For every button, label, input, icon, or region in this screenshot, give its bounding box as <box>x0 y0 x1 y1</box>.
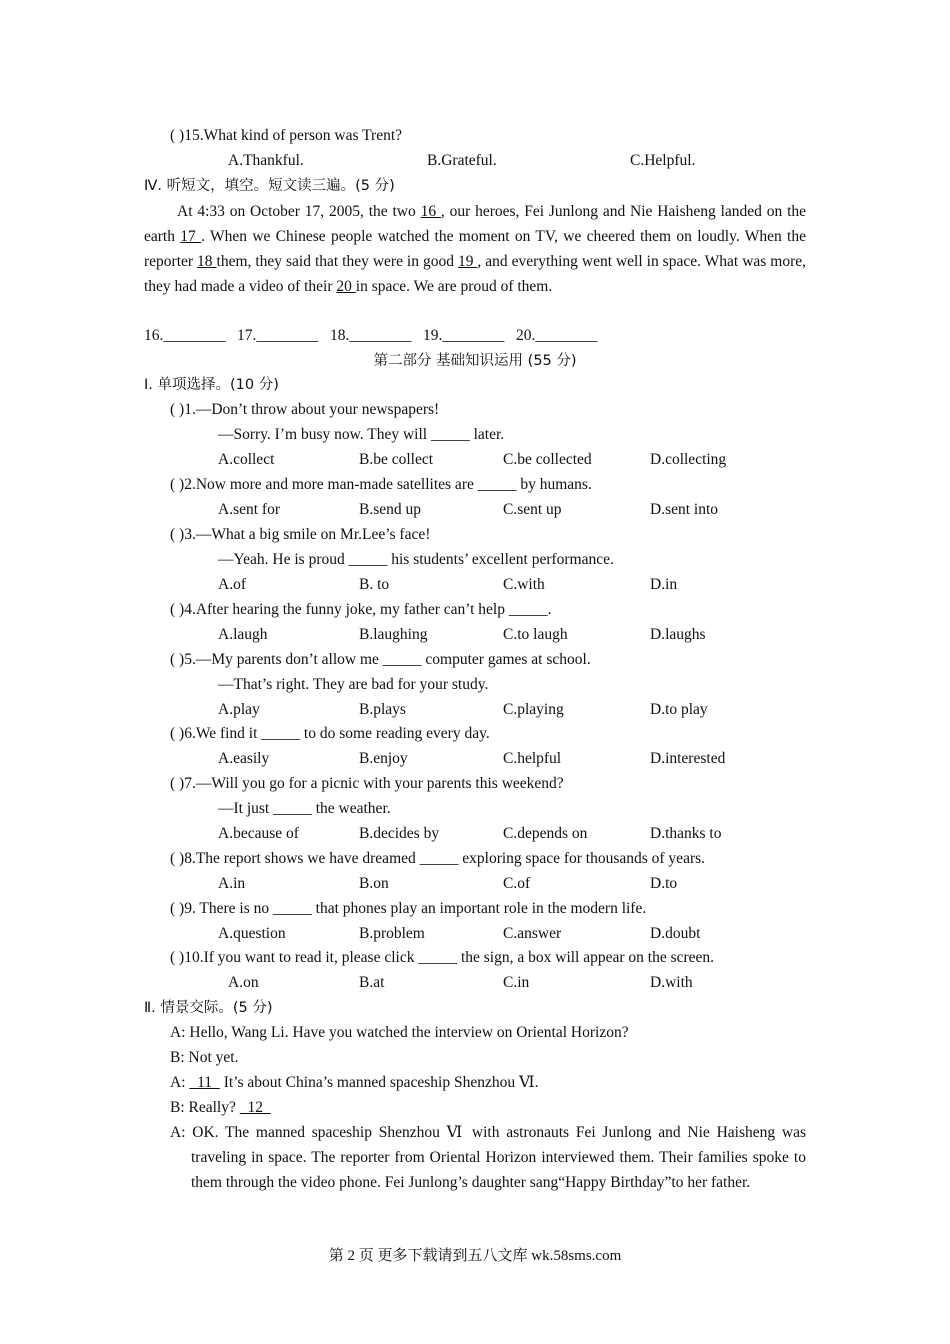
blank-20: 20 <box>336 278 356 295</box>
q7-option-d: D.thanks to <box>650 825 722 842</box>
question-15-stem: ( )15.What kind of person was Trent? <box>170 127 403 144</box>
q8-option-d: D.to <box>650 875 678 892</box>
question-5-stem: ( )5.—My parents don’t allow me _____ computer games at school. <box>170 651 591 668</box>
q4-option-b: B.laughing <box>359 626 428 643</box>
section-4-heading: Ⅳ. 听短文，填空。短文读三遍。(5 分) <box>144 178 395 194</box>
q4-option-d: D.laughs <box>650 626 706 643</box>
q9-option-d: D.doubt <box>650 925 701 942</box>
q3-option-d: D.in <box>650 576 678 593</box>
q10-option-d: D.with <box>650 974 693 991</box>
blank-16: 16 <box>420 203 441 220</box>
q9-option-b: B.problem <box>359 925 425 942</box>
section-1-heading: Ⅰ. 单项选择。(10 分) <box>144 377 279 393</box>
q1-option-c: C.be collected <box>503 451 592 468</box>
blank-17: 17 <box>180 228 202 245</box>
question-7-reply: —It just _____ the weather. <box>218 800 391 817</box>
q1-option-d: D.collecting <box>650 451 727 468</box>
q10-option-a: A.on <box>228 974 259 991</box>
q8-option-b: B.on <box>359 875 389 892</box>
q2-option-b: B.send up <box>359 501 421 518</box>
q7-option-b: B.decides by <box>359 825 440 842</box>
blank-18: 18 <box>197 253 217 270</box>
q6-option-b: B.enjoy <box>359 750 408 767</box>
dialogue-line-3: A: 11 It’s about China’s manned spaceship Shenzhou Ⅵ. <box>170 1074 539 1091</box>
q6-option-c: C.helpful <box>503 750 562 767</box>
q9-option-a: A.question <box>218 925 286 942</box>
page-footer: 第 2 页 更多下载请到五八文库 wk.58sms.com <box>328 1248 622 1264</box>
q10-option-c: C.in <box>503 974 530 991</box>
question-1-reply: —Sorry. I’m busy now. They will _____ later. <box>218 426 505 443</box>
dialogue-line-5: A: OK. The manned spaceship Shenzhou Ⅵ with astronauts Fei Junlong and Nie Haisheng was traveling in space. The reporter from Oriental Horizon interviewed them. Their families spoke to them through the video phone. Fei Junlong’s daughter sang“Happy Birthday”to her father. <box>170 1124 806 1191</box>
question-3-stem: ( )3.—What a big smile on Mr.Lee’s face! <box>170 526 431 543</box>
q6-option-a: A.easily <box>218 750 270 767</box>
q2-option-c: C.sent up <box>503 501 562 518</box>
q4-option-a: A.laugh <box>218 626 268 643</box>
question-9-stem: ( )9. There is no _____ that phones play an important role in the modern life. <box>170 900 647 917</box>
q7-option-a: A.because of <box>218 825 299 842</box>
section-2-heading: Ⅱ. 情景交际。(5 分) <box>144 1000 273 1016</box>
q15-option-c: C.Helpful. <box>630 152 696 169</box>
q15-option-b: B.Grateful. <box>427 152 497 169</box>
question-6-stem: ( )6.We find it _____ to do some reading every day. <box>170 725 490 742</box>
q5-option-d: D.to play <box>650 701 708 718</box>
q1-option-a: A.collect <box>218 451 275 468</box>
question-2-stem: ( )2.Now more and more man-made satellites are _____ by humans. <box>170 476 592 493</box>
blank-11: 11 <box>189 1074 220 1091</box>
q4-option-c: C.to laugh <box>503 626 568 643</box>
question-10-stem: ( )10.If you want to read it, please click _____ the sign, a box will appear on the screen. <box>170 949 715 966</box>
dialogue-line-4: B: Really? 12 <box>170 1099 271 1116</box>
q6-option-d: D.interested <box>650 750 726 767</box>
q3-option-a: A.of <box>218 576 246 593</box>
question-1-stem: ( )1.—Don’t throw about your newspapers! <box>170 401 440 418</box>
section-4-passage: At 4:33 on October 17, 2005, the two 16 , our heroes, Fei Junlong and Nie Haisheng landed on the earth 17 . When we Chinese people watched the moment on TV, we cheered them on loudly. When the reporter 18 them, they said that they were in good 19 , and everything went well in space. What was more, they had made a video of their 20 in space. We are proud of them. <box>144 203 807 295</box>
q3-option-c: C.with <box>503 576 545 593</box>
q8-option-c: C.of <box>503 875 531 892</box>
q7-option-c: C.depends on <box>503 825 588 842</box>
q5-option-a: A.play <box>218 701 260 718</box>
q9-option-c: C.answer <box>503 925 562 942</box>
question-8-stem: ( )8.The report shows we have dreamed _____ exploring space for thousands of years. <box>170 850 706 867</box>
q5-option-b: B.plays <box>359 701 406 718</box>
q10-option-b: B.at <box>359 974 385 991</box>
answer-blanks: 16.________ 17.________ 18.________ 19.________ 20.________ <box>144 327 598 344</box>
dialogue-line-1: A: Hello, Wang Li. Have you watched the interview on Oriental Horizon? <box>170 1024 629 1041</box>
q2-option-a: A.sent for <box>218 501 280 518</box>
blank-19: 19 <box>457 253 478 270</box>
q2-option-d: D.sent into <box>650 501 719 518</box>
blank-12: 12 <box>239 1099 271 1116</box>
q3-option-b: B. to <box>359 576 390 593</box>
q15-option-a: A.Thankful. <box>228 152 304 169</box>
question-4-stem: ( )4.After hearing the funny joke, my father can’t help _____. <box>170 601 552 618</box>
question-5-reply: —That’s right. They are bad for your study. <box>218 676 489 693</box>
q5-option-c: C.playing <box>503 701 564 718</box>
question-7-stem: ( )7.—Will you go for a picnic with your parents this weekend? <box>170 775 564 792</box>
part-2-title: 第二部分 基础知识运用 (55 分) <box>373 353 577 369</box>
question-3-reply: —Yeah. He is proud _____ his students’ excellent performance. <box>218 551 614 568</box>
dialogue-line-2: B: Not yet. <box>170 1049 239 1066</box>
q8-option-a: A.in <box>218 875 246 892</box>
q1-option-b: B.be collect <box>359 451 434 468</box>
